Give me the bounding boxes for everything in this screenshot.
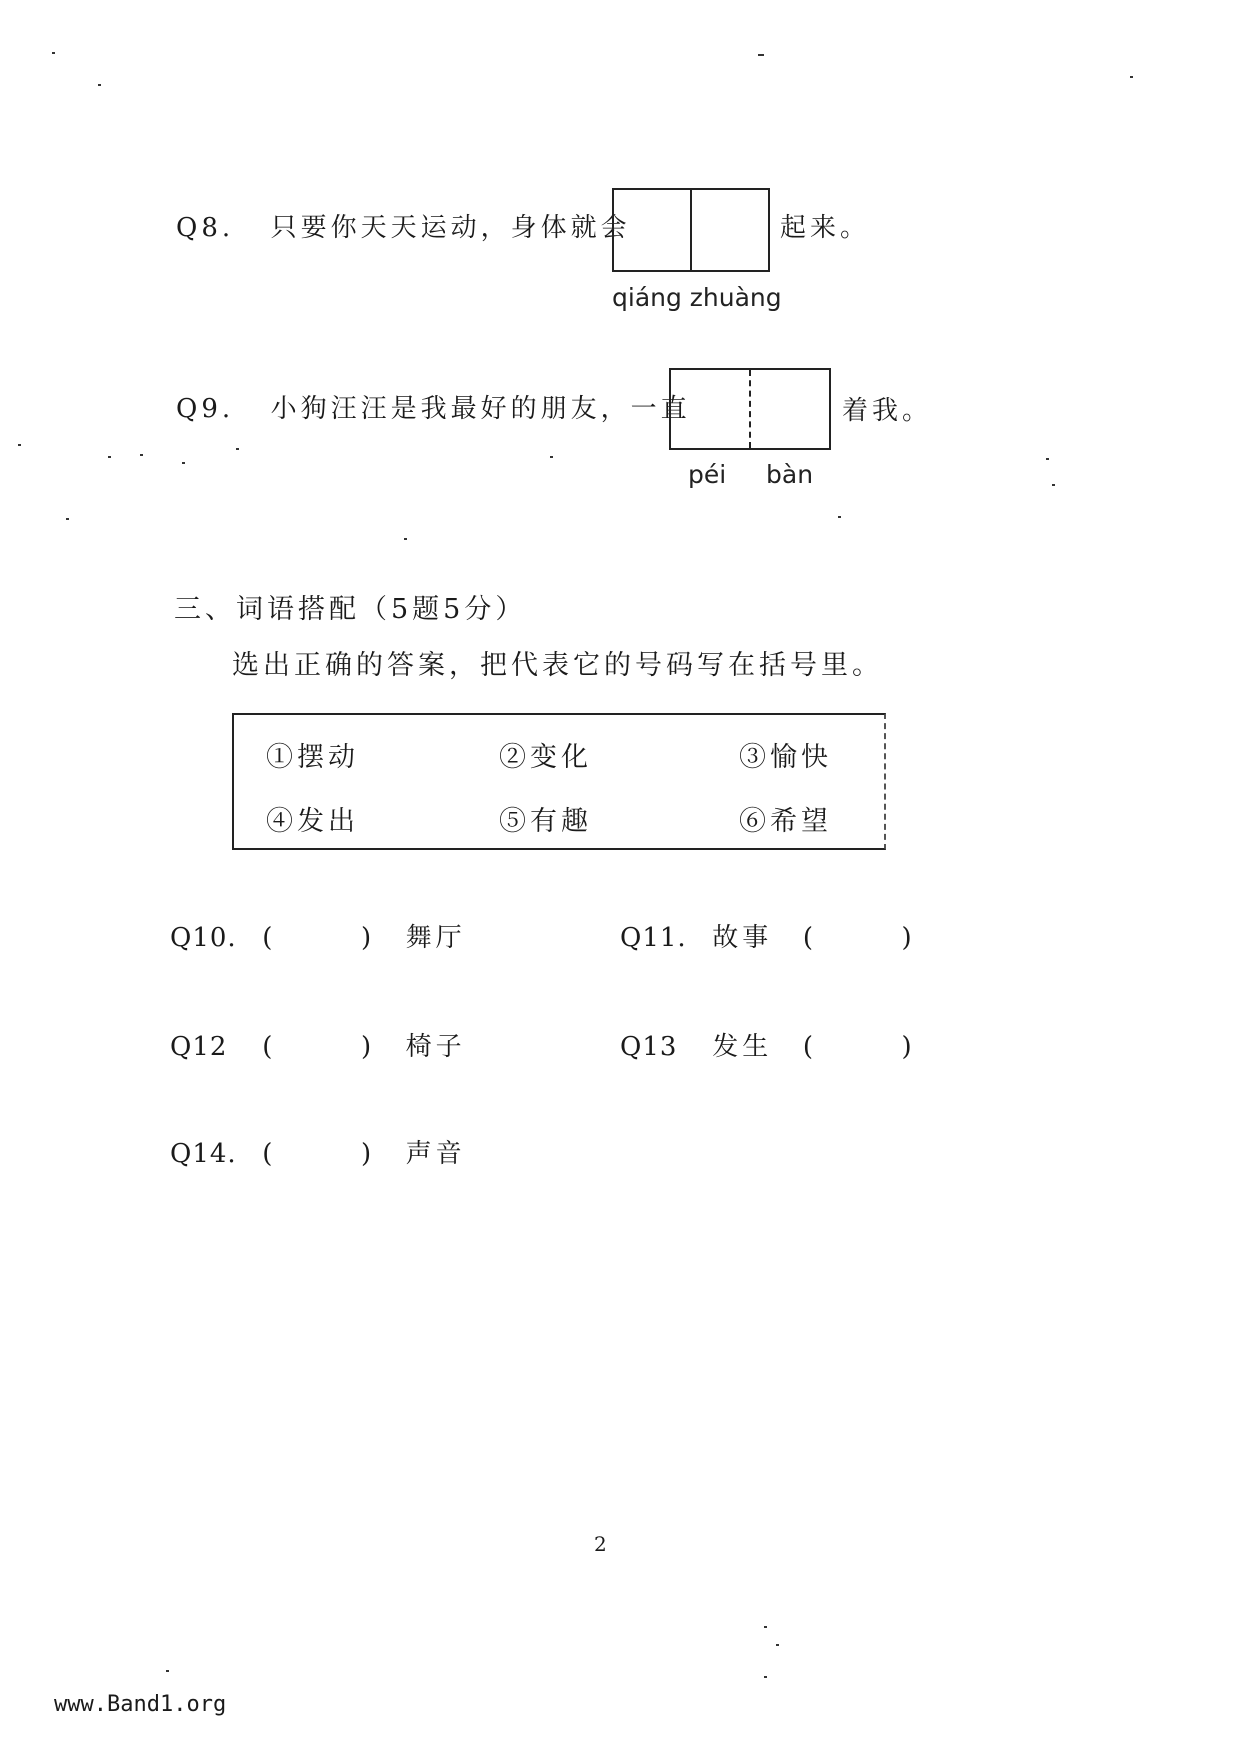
- pinyin-label: qiáng zhuàng: [612, 283, 782, 312]
- word-bank-item-6: ⑥希望: [739, 806, 832, 837]
- scan-speck: [758, 54, 764, 56]
- word-bank-item-2: ②变化: [499, 742, 592, 773]
- question-text-before: 小狗汪汪是我最好的朋友，一直: [270, 394, 691, 424]
- match-question-q10: [170, 917, 466, 954]
- scan-speck: [66, 518, 69, 520]
- match-question-q14: [170, 1133, 466, 1170]
- paren-close: ): [901, 923, 912, 953]
- paren-close: ): [360, 923, 372, 953]
- page-number: 2: [594, 1532, 607, 1556]
- paren-open: (: [262, 1139, 273, 1169]
- word-bank-item-1: ①摆动: [266, 742, 359, 773]
- paren-open: (: [802, 923, 813, 953]
- scan-speck: [140, 454, 143, 456]
- question-number: Q12: [170, 1032, 228, 1062]
- pinyin-label-1: péi: [688, 460, 727, 489]
- footer-url[interactable]: www.Band1.org: [54, 1692, 227, 1717]
- match-word: 声音: [405, 1139, 466, 1169]
- answer-box-cell-2[interactable]: [749, 370, 829, 448]
- match-question-q13: [620, 1026, 912, 1063]
- scan-speck: [18, 444, 21, 446]
- question-number: Q11.: [620, 923, 687, 953]
- question-text-after: 着我。: [842, 396, 933, 426]
- word-bank-item-3: ③愉快: [739, 742, 832, 773]
- scan-speck: [776, 1644, 779, 1646]
- scan-speck: [98, 84, 101, 86]
- scan-speck: [236, 448, 239, 450]
- question-text-before: 只要你天天运动，身体就会: [270, 213, 631, 243]
- answer-box-q8[interactable]: [612, 188, 770, 272]
- paren-open: (: [802, 1032, 813, 1062]
- match-word: 舞厅: [405, 923, 466, 953]
- match-word: 椅子: [405, 1032, 466, 1062]
- scan-speck: [764, 1626, 767, 1628]
- answer-box-cell-2[interactable]: [690, 190, 768, 270]
- answer-box-cell-1[interactable]: [671, 370, 749, 448]
- scan-speck: [1046, 458, 1049, 460]
- question-number: Q10.: [170, 923, 237, 953]
- scan-speck: [764, 1676, 767, 1678]
- section-instruction: 选出正确的答案，把代表它的号码写在括号里。: [232, 650, 883, 681]
- scan-speck: [550, 456, 553, 458]
- question-text-after: 起来。: [780, 213, 871, 243]
- scan-speck: [1052, 484, 1055, 486]
- match-word: 故事: [712, 923, 773, 953]
- scan-speck: [166, 1670, 169, 1672]
- scan-speck: [838, 516, 841, 518]
- question-number: Q9.: [176, 394, 235, 424]
- answer-box-cell-1[interactable]: [614, 190, 690, 270]
- scan-speck: [404, 538, 407, 540]
- scan-speck: [182, 462, 185, 464]
- paren-open: (: [262, 1032, 273, 1062]
- answer-box-q9[interactable]: [669, 368, 831, 450]
- question-number: Q8.: [176, 213, 235, 243]
- question-number: Q14.: [170, 1139, 237, 1169]
- paren-close: ): [360, 1139, 372, 1169]
- section-title: 三、词语搭配（5题5分）: [174, 594, 527, 625]
- match-question-q12: [170, 1026, 466, 1063]
- paren-close: ): [360, 1032, 372, 1062]
- word-bank-item-5: ⑤有趣: [499, 806, 592, 837]
- match-question-q11: [620, 917, 912, 954]
- word-bank: [232, 713, 886, 850]
- pinyin-label-2: bàn: [766, 460, 814, 489]
- match-word: 发生: [712, 1032, 773, 1062]
- scan-speck: [1130, 76, 1133, 78]
- scan-speck: [52, 52, 55, 54]
- paren-open: (: [262, 923, 273, 953]
- question-number: Q13: [620, 1032, 678, 1062]
- scan-speck: [108, 456, 111, 458]
- word-bank-item-4: ④发出: [266, 806, 359, 837]
- paren-close: ): [901, 1032, 912, 1062]
